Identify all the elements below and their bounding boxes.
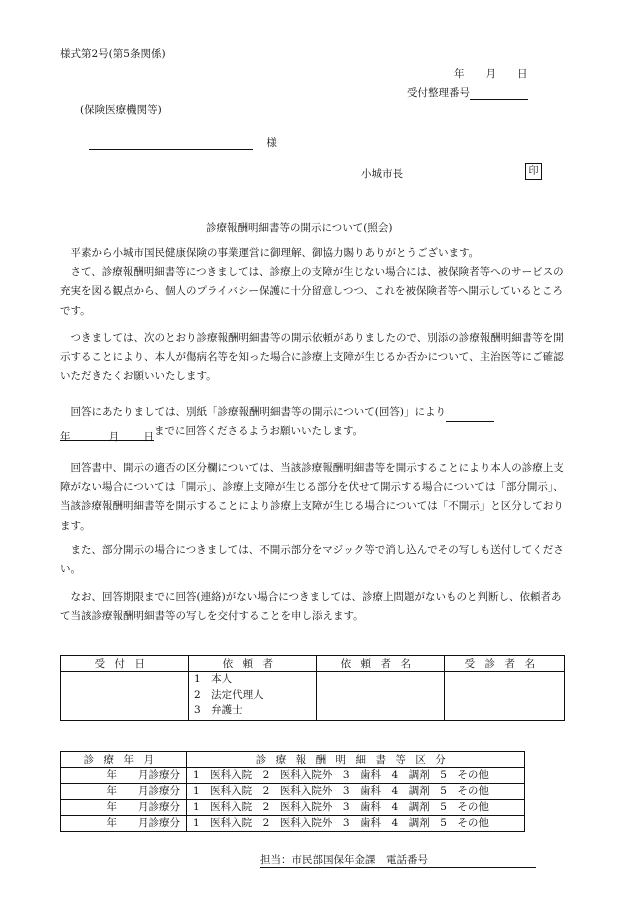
contact-info: 担当：市民部国保年金課 電話番号 xyxy=(260,852,536,868)
greeting-block xyxy=(60,244,565,321)
deadline-field-era[interactable] xyxy=(446,409,494,422)
requester-option[interactable]: 1 本人 xyxy=(194,673,233,685)
header-treatment-month: 診療年月 xyxy=(61,752,187,768)
paragraph-request: つきましては、次のとおり診療報酬明細書等の開示依頼がありましたので、別添の診療報酬明細書等を開示することにより、本人が傷病名等を知った場合に診療上支障が生じるか否かについて、主治医等にご確認いただきたくお願いいたします。 xyxy=(60,332,564,383)
patient-name-cell[interactable] xyxy=(445,672,565,721)
paragraph-greeting: 平素から小城市国民健康保険の事業運営に御理解、御協力賜りありがとうございます。 xyxy=(70,247,480,259)
deadline-month-field[interactable]: 月 xyxy=(94,428,134,441)
receipt-number-label: 受付整理番号 xyxy=(407,87,470,99)
header-patient-name: 受診者名 xyxy=(445,656,565,672)
receipt-number-row xyxy=(407,85,528,100)
treatment-month-cell[interactable]: 年 月診療分 xyxy=(61,800,187,816)
date-line: 年 月 日 xyxy=(454,68,528,80)
addressee-name-field[interactable] xyxy=(89,137,253,150)
treatment-month-cell[interactable]: 年 月診療分 xyxy=(61,784,187,800)
received-date-cell[interactable] xyxy=(61,672,189,721)
treatment-month-cell[interactable]: 年 月診療分 xyxy=(61,816,187,832)
addressee-row xyxy=(89,135,277,150)
claim-category-cell[interactable]: 1 医科入院 2 医科入院外 3 歯科 4 調剤 5 その他 xyxy=(187,768,525,784)
requester-option[interactable]: 3 弁護士 xyxy=(194,704,243,716)
addressee-label: (保険医療機関等) xyxy=(80,104,162,116)
paragraph-deemed-consent: なお、回答期限までに回答(連絡)がない場合につきましては、診療上問題がないものと判断し、依頼者あて当該診療報酬明細書等の写しを交付することを申し添えます。 xyxy=(60,591,562,623)
header-claim-category: 診療報酬明細書等区分 xyxy=(187,752,525,768)
requester-options-cell[interactable] xyxy=(189,672,317,721)
document-title: 診療報酬明細書等の開示について(照会) xyxy=(206,222,393,234)
paragraph-background: さて、診療報酬明細書等につきましては、診療上の支障が生じない場合には、被保険者等へのサービスの充実を図る観点から、個人のプライバシー保護に十分留意しつつ、これを被保険者等へ開示しているところです。 xyxy=(60,266,564,317)
deadline-year-field[interactable]: 年 xyxy=(60,428,94,441)
requester-name-cell[interactable] xyxy=(317,672,445,721)
claim-category-cell[interactable]: 1 医科入院 2 医科入院外 3 歯科 4 調剤 5 その他 xyxy=(187,816,525,832)
table-row xyxy=(61,784,525,800)
table-row xyxy=(61,768,525,784)
deadline-day-field[interactable]: 日 xyxy=(134,428,154,441)
sama-label: 様 xyxy=(266,137,277,149)
header-requester: 依頼者 xyxy=(189,656,317,672)
sender-name: 小城市長 xyxy=(361,168,403,180)
paragraph-deadline: 回答にあたりましては、別紙「診療報酬明細書等の開示について(回答)」により 年 月 日までに回答くださるようお願いいたします。 xyxy=(60,403,565,441)
request-table xyxy=(60,655,565,721)
paragraph-partial: また、部分開示の場合につきましては、不開示部分をマジック等で消し込んでその写しも送付してください。 xyxy=(60,544,564,576)
header-received-date: 受付日 xyxy=(61,656,189,672)
header-requester-name: 依頼者名 xyxy=(317,656,445,672)
table-row xyxy=(61,800,525,816)
claim-category-cell[interactable]: 1 医科入院 2 医科入院外 3 歯科 4 調剤 5 その他 xyxy=(187,800,525,816)
claim-category-cell[interactable]: 1 医科入院 2 医科入院外 3 歯科 4 調剤 5 その他 xyxy=(187,784,525,800)
requester-option[interactable]: 2 法定代理人 xyxy=(194,688,264,701)
paragraph-classification: 回答書中、開示の適否の区分欄については、当該診療報酬明細書等を開示することにより本人の診療上支障がない場合については「開示」、診療上支障が生じる部分を伏せて開示する場合については「部分開示」、当該診療報酬明細書等を開示することにより診療上支障が生じる場合については「不開示」と区分しております。 xyxy=(60,462,564,532)
treatment-month-cell[interactable]: 年 月診療分 xyxy=(61,768,187,784)
seal-mark: 印 xyxy=(525,163,542,180)
table-row xyxy=(61,816,525,832)
form-number: 様式第2号(第5条関係) xyxy=(60,48,166,60)
claim-table xyxy=(60,751,525,832)
contact-row xyxy=(260,852,536,868)
receipt-number-field[interactable] xyxy=(470,87,528,100)
